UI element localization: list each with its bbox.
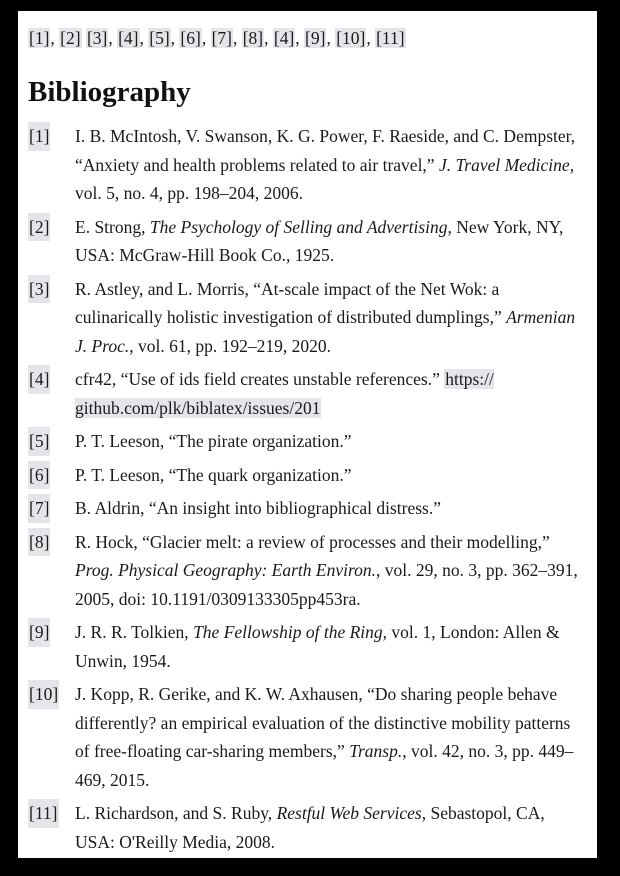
citation-separator: , [50, 28, 60, 48]
citation-ref[interactable]: [1] [29, 28, 50, 48]
entry-text-segment: , vol. 61, pp. 192–219, 2020. [129, 335, 332, 356]
bib-entry [28, 122, 585, 208]
entry-text-segment: , vol. 42, no. 3, pp. 449–469, 2015. [75, 741, 574, 790]
external-url-link[interactable]: https://github.com/plk/biblatex/issues/201 [75, 369, 494, 418]
entry-text-segment: E. Strong, [75, 216, 150, 237]
citation-ref[interactable]: [7] [211, 28, 232, 48]
bib-entry-text [75, 684, 573, 790]
bib-entry [28, 365, 585, 422]
work-title: The Fellowship of the Ring [193, 622, 383, 642]
bib-entry-label[interactable]: [4] [28, 365, 50, 394]
work-title: Transp. [349, 741, 403, 761]
bib-entry [28, 680, 585, 794]
citation-separator: , [201, 28, 211, 48]
bib-entry-label[interactable]: [6] [28, 461, 50, 490]
citation-separator: , [295, 28, 305, 48]
citation-ref[interactable]: [4] [118, 28, 139, 48]
entry-text-segment: , New York, NY, USA: McGraw-Hill Book Co., 1925. [75, 216, 564, 265]
entry-text-segment: J. R. R. Tolkien, [75, 622, 194, 642]
bib-entry-label[interactable]: [8] [28, 528, 50, 557]
citation-separator: , [366, 28, 376, 48]
bib-entry [28, 461, 585, 490]
work-title: Prog. Physical Geography: Earth Environ. [75, 560, 377, 580]
bib-entry [28, 799, 585, 856]
bib-entry [28, 427, 585, 456]
bib-entry-label[interactable]: [3] [28, 275, 50, 304]
bib-entry-text [75, 803, 545, 852]
entry-text-segment: cfr42, “Use of ids field creates unstable references.” [75, 369, 445, 389]
bib-entry-text [75, 431, 352, 451]
citation-ref[interactable]: [3] [86, 28, 108, 48]
work-title: Armenian J. Proc. [75, 307, 576, 356]
work-title: The Psychology of Selling and Advertising [149, 216, 448, 237]
bib-entry-text [75, 532, 578, 609]
bib-entry-text [75, 217, 563, 266]
bib-entry-text [75, 369, 494, 418]
document-page [18, 11, 597, 858]
citation-ref[interactable]: [10] [336, 28, 366, 48]
bib-entry-label[interactable]: [7] [28, 494, 50, 523]
entry-text-segment: L. Richardson, and S. Ruby, [75, 803, 277, 823]
entry-text-segment: , Sebastopol, CA, USA: O'Reilly Media, 2008. [75, 803, 545, 852]
bib-entry-text [75, 498, 441, 518]
bib-entry-label[interactable]: [9] [28, 618, 50, 647]
entry-text-segment: , vol. 1, London: Allen & Unwin, 1954. [75, 622, 560, 671]
work-title: J. Travel Medicine [438, 154, 570, 175]
entry-text-segment: R. Astley, and L. Morris, “At-scale impact of the Net Wok: a culinarically holistic investigation of distributed dumplings,” [75, 278, 507, 327]
citation-ref[interactable]: [9] [305, 28, 326, 48]
bibliography-list [28, 122, 585, 856]
bib-entry [28, 494, 585, 523]
citation-ref[interactable]: [5] [149, 28, 170, 48]
entry-text-segment: I. B. McIntosh, V. Swanson, K. G. Power, F. Raeside, and C. Dempster, “Anxiety and health problems related to air travel,” [75, 126, 576, 175]
bib-entry [28, 213, 585, 270]
work-title: Restful Web Services [276, 803, 422, 823]
entry-text-segment: P. T. Leeson, “The quark organization.” [75, 464, 352, 485]
citation-ref[interactable]: [4] [273, 28, 295, 48]
citation-separator: , [326, 28, 336, 48]
citation-separator: , [232, 28, 242, 48]
bib-entry-label[interactable]: [1] [28, 122, 50, 151]
entry-text-segment: R. Hock, “Glacier melt: a review of processes and their modelling,” [75, 531, 550, 552]
page-title: Bibliography [28, 76, 191, 108]
citation-ref[interactable]: [2] [60, 28, 81, 48]
citation-separator: , [264, 28, 273, 48]
bib-entry-label[interactable]: [10] [28, 680, 59, 709]
entry-text-segment: J. Kopp, R. Gerike, and K. W. Axhausen, “Do sharing people behave differently? an empirical evaluation of the distinctive mobility patterns of free-floating car-sharing members,” [75, 684, 571, 761]
citation-separator: , [170, 28, 180, 48]
bib-entry-label[interactable]: [5] [28, 427, 50, 456]
citation-ref[interactable]: [11] [376, 28, 405, 48]
citation-separator: , [108, 28, 118, 48]
citation-ref[interactable]: [8] [242, 28, 264, 48]
bib-entry-text [75, 279, 575, 356]
entry-text-segment: , vol. 5, no. 4, pp. 198–204, 2006. [75, 154, 575, 203]
bib-entry [28, 528, 585, 614]
citation-ref[interactable]: [6] [180, 28, 201, 48]
entry-text-segment: B. Aldrin, “An insight into bibliographical distress.” [75, 498, 442, 518]
bib-entry-text [75, 126, 575, 203]
bib-entry-label[interactable]: [2] [28, 213, 50, 242]
bib-entry [28, 618, 585, 675]
entry-text-segment: P. T. Leeson, “The pirate organization.” [75, 431, 352, 451]
bib-entry-text [75, 622, 560, 671]
entry-text-segment: , vol. 29, no. 3, pp. 362–391, 2005, doi: 10.1191/0309133305pp453ra. [75, 560, 578, 609]
citation-separator: , [139, 28, 149, 48]
bib-entry-text [75, 465, 352, 485]
citation-line [28, 24, 585, 53]
bib-entry-label[interactable]: [11] [28, 799, 59, 828]
bib-entry [28, 275, 585, 361]
